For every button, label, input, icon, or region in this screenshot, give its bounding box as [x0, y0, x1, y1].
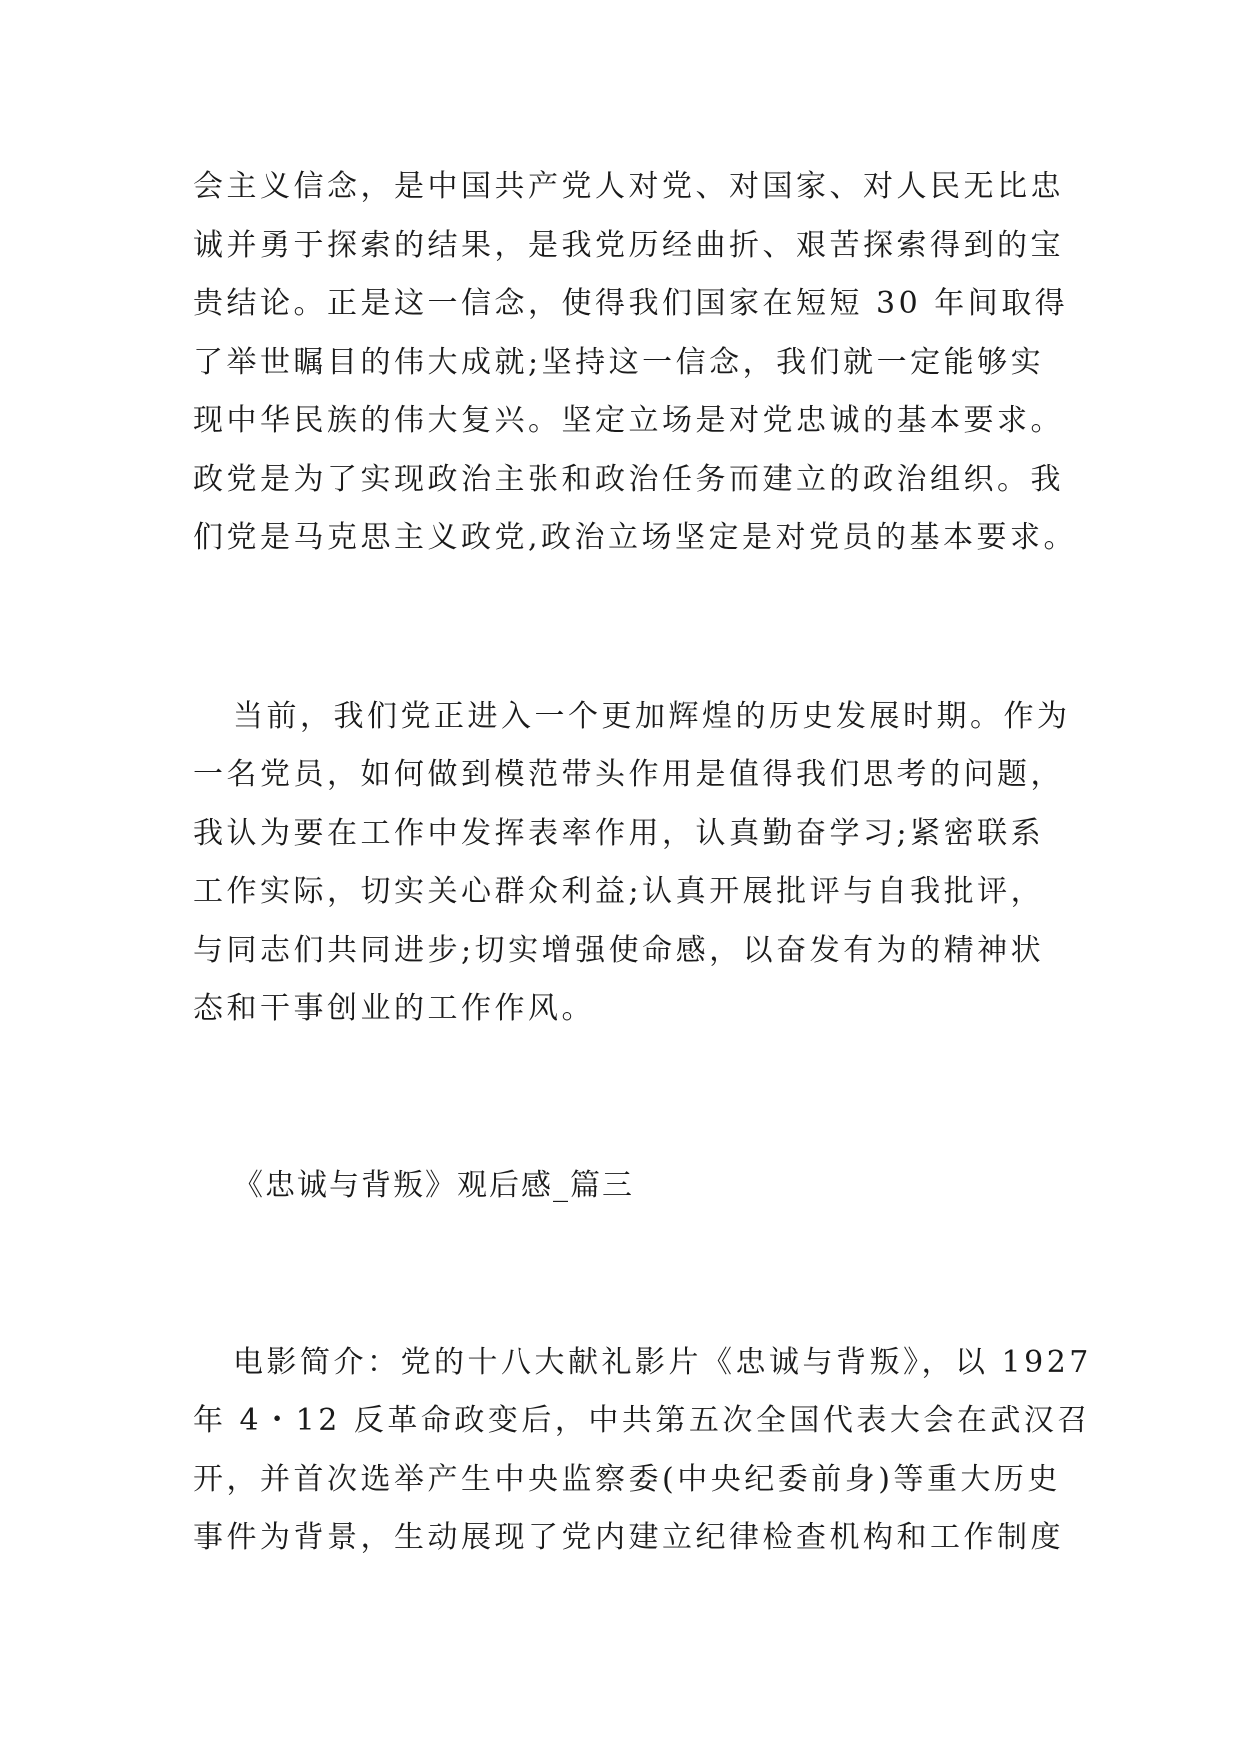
text-line: 现中华民族的伟大复兴。坚定立场是对党忠诚的基本要求。	[193, 403, 1064, 438]
text-line: 当前，我们党正进入一个更加辉煌的历史发展时期。作为	[233, 699, 1071, 734]
text-line: 工作实际，切实关心群众利益;认真开展批评与自我批评，	[193, 874, 1045, 909]
text-line: 事件为背景，生动展现了党内建立纪律检查机构和工作制度	[193, 1520, 1064, 1555]
text-line: 我认为要在工作中发挥表率作用，认真勤奋学习;紧密联系	[193, 816, 1045, 851]
text-line: 了举世瞩目的伟大成就;坚持这一信念，我们就一定能够实	[193, 345, 1045, 380]
text-line: 与同志们共同进步;切实增强使命感，以奋发有为的精神状	[193, 933, 1045, 968]
text-line: 年 4・12 反革命政变后，中共第五次全国代表大会在武汉召	[193, 1403, 1091, 1438]
section-heading: 《忠诚与背叛》观后感_篇三	[233, 1168, 634, 1203]
text-line: 贵结论。正是这一信念，使得我们国家在短短 30 年间取得	[193, 286, 1069, 321]
text-line: 政党是为了实现政治主张和政治任务而建立的政治组织。我	[193, 462, 1064, 497]
text-line: 一名党员，如何做到模范带头作用是值得我们思考的问题，	[193, 757, 1064, 792]
text-line: 们党是马克思主义政党,政治立场坚定是对党员的基本要求。	[193, 520, 1078, 555]
text-line: 态和干事创业的工作作风。	[193, 991, 595, 1026]
text-line: 会主义信念，是中国共产党人对党、对国家、对人民无比忠	[193, 169, 1064, 204]
text-line: 诚并勇于探索的结果，是我党历经曲折、艰苦探索得到的宝	[193, 228, 1064, 263]
text-line: 开，并首次选举产生中央监察委(中央纪委前身)等重大历史	[193, 1462, 1061, 1497]
text-line: 电影简介：党的十八大献礼影片《忠诚与背叛》，以 1927	[233, 1345, 1092, 1380]
